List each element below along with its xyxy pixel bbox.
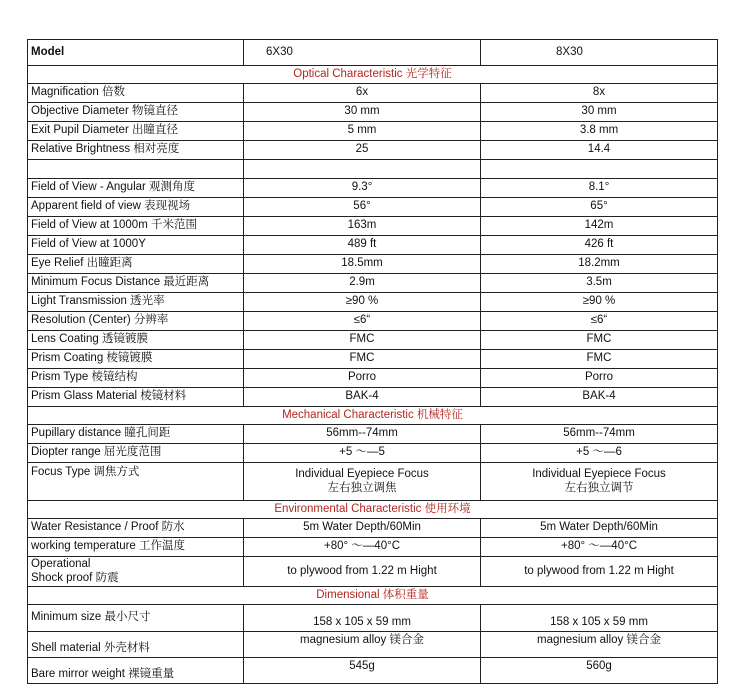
row-label: Minimum Focus Distance 最近距离 xyxy=(28,274,244,293)
row-value-6x30: 9.3° xyxy=(244,179,481,198)
row-value-6x30: Porro xyxy=(244,369,481,388)
row-value-6x30: 489 ft xyxy=(244,236,481,255)
model-col2: 8X30 xyxy=(481,40,718,66)
row-label xyxy=(28,557,244,587)
model-label: Model xyxy=(28,40,244,66)
row-value-6x30: 56mm--74mm xyxy=(244,425,481,444)
row-value-6x30: FMC xyxy=(244,350,481,369)
row-value-8x30: 56mm--74mm xyxy=(481,425,718,444)
section-dimensional: Dimensional 体积重量 xyxy=(28,587,718,605)
shock-label-line2: Shock proof 防震 xyxy=(31,571,119,584)
row-value-6x30: 6x xyxy=(244,84,481,103)
table-row xyxy=(28,605,718,632)
table-row xyxy=(28,255,718,274)
model-col1: 6X30 xyxy=(244,40,481,66)
table-row xyxy=(28,350,718,369)
row-value-8x30: 560g xyxy=(481,658,718,684)
section-row xyxy=(28,587,718,605)
table-row xyxy=(28,179,718,198)
row-value-8x30: 5m Water Depth/60Min xyxy=(481,519,718,538)
row-label: Apparent field of view 表现视场 xyxy=(28,198,244,217)
header-row xyxy=(28,40,718,66)
row-value-8x30: 142m xyxy=(481,217,718,236)
table-row xyxy=(28,444,718,463)
section-optical: Optical Characteristic 光学特征 xyxy=(28,66,718,84)
row-value-6x30: +80° ～—40°C xyxy=(244,538,481,557)
table-row xyxy=(28,293,718,312)
table-row xyxy=(28,217,718,236)
blank-cell xyxy=(481,160,718,179)
row-value-6x30: 5m Water Depth/60Min xyxy=(244,519,481,538)
row-value-8x30: 158 x 105 x 59 mm xyxy=(481,605,718,632)
table-row xyxy=(28,198,718,217)
row-label: Pupillary distance 瞳孔间距 xyxy=(28,425,244,444)
table-row xyxy=(28,312,718,331)
row-value-8x30: 8x xyxy=(481,84,718,103)
row-value-8x30: 18.2mm xyxy=(481,255,718,274)
row-value-6x30: 158 x 105 x 59 mm xyxy=(244,605,481,632)
row-value-8x30: +5 ～—6 xyxy=(481,444,718,463)
row-label: Shell material 外壳材料 xyxy=(28,632,244,658)
row-value-8x30: FMC xyxy=(481,331,718,350)
row-value-8x30: Porro xyxy=(481,369,718,388)
row-value-6x30: +5 ～—5 xyxy=(244,444,481,463)
table-row xyxy=(28,236,718,255)
table-row xyxy=(28,463,718,501)
row-label: Eye Relief 出瞳距离 xyxy=(28,255,244,274)
row-value-8x30: magnesium alloy 镁合金 xyxy=(481,632,718,658)
row-value-8x30: 3.5m xyxy=(481,274,718,293)
row-label: Prism Glass Material 棱镜材料 xyxy=(28,388,244,407)
row-label: Exit Pupil Diameter 出瞳直径 xyxy=(28,122,244,141)
row-value-8x30: 426 ft xyxy=(481,236,718,255)
table-row xyxy=(28,538,718,557)
table-row xyxy=(28,557,718,587)
row-value-8x30: ≤6“ xyxy=(481,312,718,331)
row-value-8x30: BAK-4 xyxy=(481,388,718,407)
row-label: Field of View at 1000m 千米范围 xyxy=(28,217,244,236)
table-row xyxy=(28,658,718,684)
row-value-8x30: 8.1° xyxy=(481,179,718,198)
row-label: Prism Coating 棱镜镀膜 xyxy=(28,350,244,369)
row-value-6x30: 163m xyxy=(244,217,481,236)
table-row xyxy=(28,425,718,444)
row-value-6x30: 56° xyxy=(244,198,481,217)
row-label: Relative Brightness 相对亮度 xyxy=(28,141,244,160)
spec-table xyxy=(27,39,718,684)
row-value-6x30: magnesium alloy 镁合金 xyxy=(244,632,481,658)
row-label: Focus Type 调焦方式 xyxy=(28,463,244,501)
section-mechanical: Mechanical Characteristic 机械特征 xyxy=(28,407,718,425)
row-value-8x30: +80° ～—40°C xyxy=(481,538,718,557)
row-value-8x30: 65° xyxy=(481,198,718,217)
row-value-6x30: ≥90 % xyxy=(244,293,481,312)
focus-cn-6x30: 左右独立调焦 xyxy=(327,481,397,494)
row-value-6x30 xyxy=(244,463,481,501)
section-row xyxy=(28,407,718,425)
row-value-6x30: 545g xyxy=(244,658,481,684)
row-value-8x30: to plywood from 1.22 m Hight xyxy=(481,557,718,587)
section-row xyxy=(28,66,718,84)
row-value-8x30: 30 mm xyxy=(481,103,718,122)
table-row xyxy=(28,519,718,538)
row-label: Bare mirror weight 裸镜重量 xyxy=(28,658,244,684)
row-label: working temperature 工作温度 xyxy=(28,538,244,557)
table-row xyxy=(28,632,718,658)
row-value-6x30: BAK-4 xyxy=(244,388,481,407)
table-row xyxy=(28,331,718,350)
row-label: Field of View at 1000Y xyxy=(28,236,244,255)
row-value-6x30: 30 mm xyxy=(244,103,481,122)
row-value-8x30 xyxy=(481,463,718,501)
row-label: Magnification 倍数 xyxy=(28,84,244,103)
row-label: Water Resistance / Proof 防水 xyxy=(28,519,244,538)
shock-label-line1: Operational xyxy=(31,558,91,571)
row-label: Minimum size 最小尺寸 xyxy=(28,605,244,632)
table-row xyxy=(28,84,718,103)
table-row xyxy=(28,274,718,293)
row-value-6x30: ≤6“ xyxy=(244,312,481,331)
table-row xyxy=(28,369,718,388)
row-value-8x30: ≥90 % xyxy=(481,293,718,312)
row-value-6x30: 18.5mm xyxy=(244,255,481,274)
focus-en-6x30: Individual Eyepiece Focus xyxy=(295,468,429,481)
row-value-8x30: FMC xyxy=(481,350,718,369)
table-row xyxy=(28,388,718,407)
table-row xyxy=(28,103,718,122)
row-label: Resolution (Center) 分辨率 xyxy=(28,312,244,331)
blank-row xyxy=(28,160,718,179)
table-row xyxy=(28,122,718,141)
row-value-6x30: 2.9m xyxy=(244,274,481,293)
blank-cell xyxy=(244,160,481,179)
row-label: Prism Type 棱镜结构 xyxy=(28,369,244,388)
section-row xyxy=(28,501,718,519)
section-environmental: Environmental Characteristic 使用环境 xyxy=(28,501,718,519)
row-label: Field of View - Angular 观测角度 xyxy=(28,179,244,198)
row-label: Lens Coating 透镜镀膜 xyxy=(28,331,244,350)
row-label: Light Transmission 透光率 xyxy=(28,293,244,312)
row-label: Diopter range 屈光度范围 xyxy=(28,444,244,463)
table-row xyxy=(28,141,718,160)
row-value-6x30: 25 xyxy=(244,141,481,160)
row-value-6x30: to plywood from 1.22 m Hight xyxy=(244,557,481,587)
focus-en-8x30: Individual Eyepiece Focus xyxy=(532,468,666,481)
row-value-6x30: FMC xyxy=(244,331,481,350)
blank-cell xyxy=(28,160,244,179)
row-label: Objective Diameter 物镜直径 xyxy=(28,103,244,122)
row-value-8x30: 14.4 xyxy=(481,141,718,160)
focus-cn-8x30: 左右独立调节 xyxy=(564,481,634,494)
row-value-8x30: 3.8 mm xyxy=(481,122,718,141)
row-value-6x30: 5 mm xyxy=(244,122,481,141)
